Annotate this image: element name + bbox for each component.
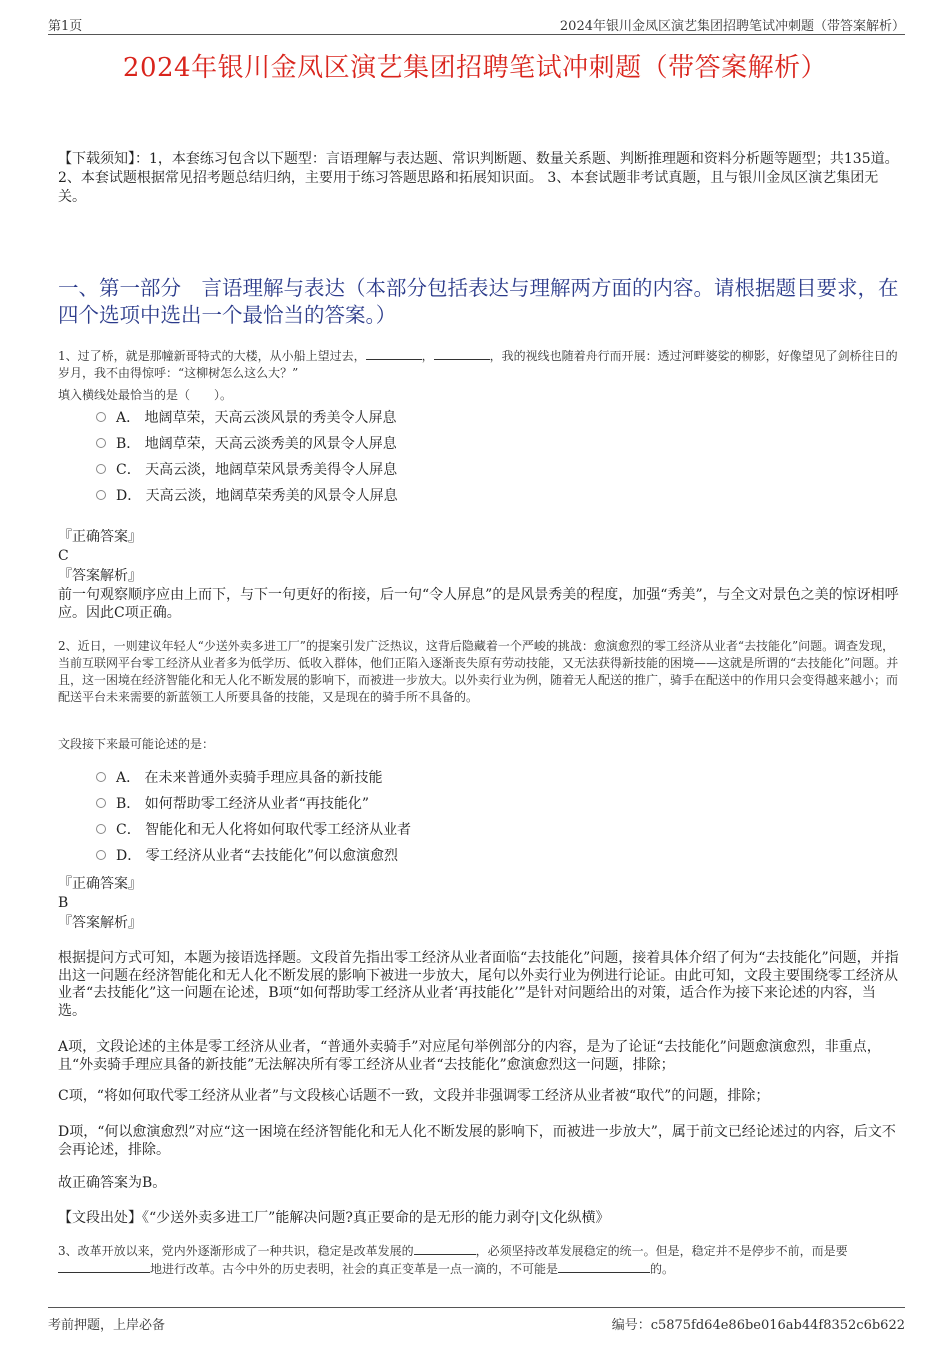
page-header: [48, 12, 905, 35]
radio-icon[interactable]: [96, 438, 106, 448]
radio-icon[interactable]: [96, 490, 106, 500]
radio-icon[interactable]: [96, 464, 106, 474]
question-2-options: [96, 765, 411, 869]
question-2-answer-label: 『正确答案』: [58, 876, 142, 892]
question-1-analysis-label: 『答案解析』: [58, 568, 142, 584]
question-1-answer: C: [58, 548, 69, 564]
section-heading: 一、第一部分 言语理解与表达（本部分包括表达与理解两方面的内容。请根据题目要求，在四个选项中选出一个最恰当的答案。）: [58, 276, 899, 327]
radio-icon[interactable]: [96, 798, 106, 808]
source-citation: 【文段出处】《“少送外卖多进工厂”能解决问题?真正要命的是无形的能力剥夺|文化纵横》: [58, 1210, 610, 1226]
question-1-options: [96, 405, 398, 509]
option-c[interactable]: C． 天高云淡，地阔草荣风景秀美得令人屏息: [96, 457, 398, 483]
document-title: 2024年银川金凤区演艺集团招聘笔试冲刺题（带答案解析）: [122, 53, 828, 83]
analysis-paragraph: D项，“何以愈演愈烈”对应“这一困境在经济智能化和无人化不断发展的影响下，而被进一步放大”，属于前文已经论述过的内容，后文不会再论述，排除。: [58, 1124, 896, 1158]
radio-icon[interactable]: [96, 412, 106, 422]
radio-icon[interactable]: [96, 824, 106, 834]
question-2-answer: B: [58, 895, 69, 911]
question-1-stem: 1、过了桥，就是那幢新哥特式的大楼，从小船上望过去， ， ，我的视线也随着舟行而开展：透过河畔婆娑的柳影，好像望见了剑桥往日的岁月，我不由得惊呼：“这柳树怎么这么大？”: [58, 349, 898, 380]
option-a[interactable]: A． 地阔草荣，天高云淡风景的秀美令人屏息: [96, 405, 398, 431]
analysis-paragraph: C项，“将如何取代零工经济从业者”与文段核心话题不一致，文段并非强调零工经济从业者被“取代”的问题，排除；: [58, 1088, 770, 1104]
question-2-instruction: 文段接下来最可能论述的是：: [58, 737, 215, 751]
analysis-paragraph: 故正确答案为B。: [58, 1175, 167, 1191]
question-3-stem: 3、改革开放以来，党内外逐渐形成了一种共识，稳定是改革发展的 ，必须坚持改革发展稳定的统一。但是，稳定并不是停步不前，而是要地进行改革。古今中外的历史表明，社会的真正变革是一点一滴的，不可能是 的。: [58, 1244, 848, 1276]
option-a[interactable]: A． 在未来普通外卖骑手理应具备的新技能: [96, 765, 411, 791]
radio-icon[interactable]: [96, 850, 106, 860]
fill-blank: [558, 1260, 650, 1273]
page-footer: [48, 1307, 905, 1333]
question-1-instruction: 填入横线处最恰当的是（ ）。: [58, 388, 233, 402]
download-notice: 【下载须知】：1，本套练习包含以下题型：言语理解与表达题、常识判断题、数量关系题、判断推理题和资料分析题等题型；共135道。 2、本套试题根据常见招考题总结归纳，主要用于练习答题思路和拓展知识面。 3、本套试题非考试真题，且与银川金凤区演艺集团无关。: [58, 151, 899, 205]
analysis-paragraph: A项，文段论述的主体是零工经济从业者，“普通外卖骑手”对应尾句举例部分的内容，是为了论证“去技能化”问题愈演愈烈，非重点，且“外卖骑手理应具备的新技能”无法解决所有零工经济从业者“去技能化”愈演愈烈这一问题，排除；: [58, 1039, 881, 1073]
fill-blank: [58, 1260, 150, 1273]
option-c[interactable]: C． 智能化和无人化将如何取代零工经济从业者: [96, 817, 411, 843]
option-d[interactable]: D． 天高云淡，地阔草荣秀美的风景令人屏息: [96, 483, 398, 509]
page-number: 第1页: [48, 19, 83, 34]
footer-serial: 编号：c5875fd64e86be016ab44f8352c6b622: [611, 1318, 905, 1333]
question-1-analysis: 前一句观察顺序应由上而下，与下一句更好的衔接，后一句“令人屏息”的是风景秀美的程度，加强“秀美”，与全文对景色之美的惊讶相呼应。因此C项正确。: [58, 587, 899, 621]
fill-blank: [434, 347, 490, 360]
analysis-paragraph: 根据提问方式可知，本题为接语选择题。文段首先指出零工经济从业者面临“去技能化”问题，接着具体介绍了何为“去技能化”问题，并指出这一问题在经济智能化和无人化不断发展的影响下被进一步放大，尾句以外卖行业为例进行论证。由此可知，文段主要围绕零工经济从业者“去技能化”这一问题在论述，B项“如何帮助零工经济从业者‘再技能化’”是针对问题给出的对策，适合作为接下来论述的内容，当选。: [58, 950, 899, 1019]
fill-blank: [414, 1242, 476, 1255]
question-2-stem: 2、近日，一则建议年轻人“少送外卖多进工厂”的提案引发广泛热议，这背后隐藏着一个严峻的挑战：愈演愈烈的零工经济从业者“去技能化”问题。调查发现，当前互联网平台零工经济从业者多为低学历、低收入群体，他们正陷入逐渐丧失原有劳动技能，又无法获得新技能的困境——这就是所谓的“去技能化”问题。并且，这一困境在经济智能化和无人化不断发展的影响下，而被进一步放大。以外卖行业为例，随着无人配送的推广，骑手在配送中的作用只会变得越来越小；而配送平台未来需要的新蓝领工人所要具备的技能，又是现在的骑手所不具备的。: [58, 639, 899, 704]
header-doc-title: 2024年银川金凤区演艺集团招聘笔试冲刺题（带答案解析）: [559, 19, 905, 34]
footer-slogan: 考前押题，上岸必备: [48, 1318, 166, 1333]
fill-blank: [366, 347, 422, 360]
option-b[interactable]: B． 地阔草荣，天高云淡秀美的风景令人屏息: [96, 431, 398, 457]
option-d[interactable]: D． 零工经济从业者“去技能化”何以愈演愈烈: [96, 843, 411, 869]
radio-icon[interactable]: [96, 772, 106, 782]
question-1-answer-label: 『正确答案』: [58, 529, 142, 545]
option-b[interactable]: B． 如何帮助零工经济从业者“再技能化”: [96, 791, 411, 817]
question-2-analysis-label: 『答案解析』: [58, 915, 142, 931]
